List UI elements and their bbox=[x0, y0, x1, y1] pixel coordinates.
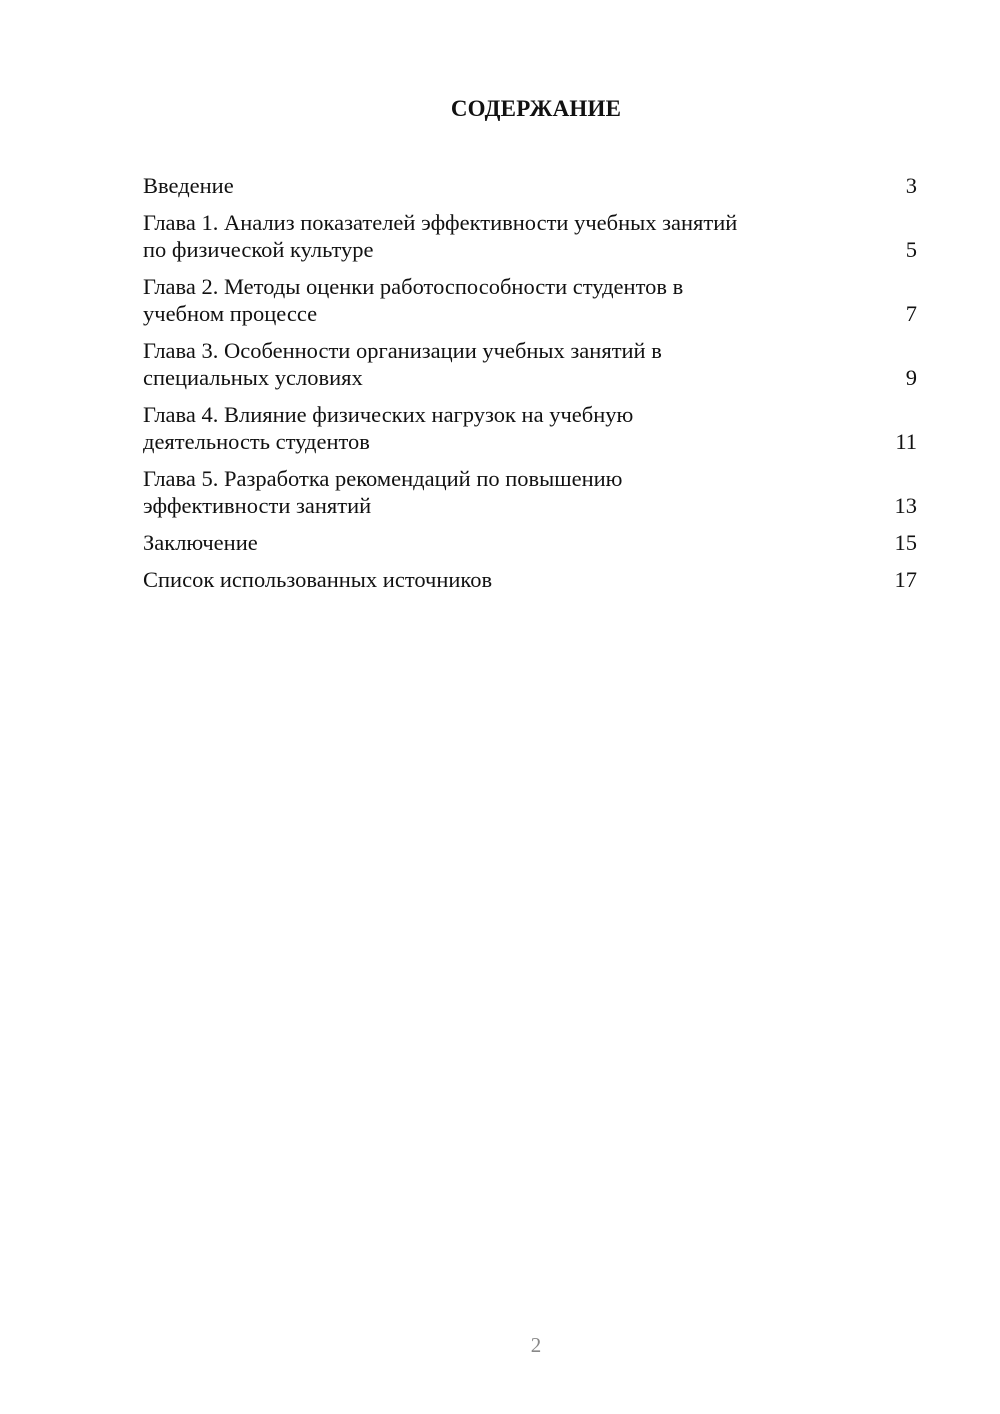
toc-entry-page: 7 bbox=[905, 301, 917, 326]
toc-entry-page: 11 bbox=[895, 429, 917, 454]
toc-entry-chapter-5 bbox=[143, 465, 920, 519]
toc-entry-chapter-3 bbox=[143, 337, 920, 391]
toc-entry-text: Введение bbox=[143, 173, 234, 198]
toc-entry-conclusion bbox=[143, 529, 920, 556]
toc-entry-page: 5 bbox=[905, 237, 917, 262]
page-number: 2 bbox=[530, 1333, 542, 1357]
toc-entry-text: Глава 5. Разработка рекомендаций по повышению эффективности занятий bbox=[143, 466, 623, 518]
toc-entry-text: Глава 4. Влияние физических нагрузок на учебную деятельность студентов bbox=[143, 402, 634, 454]
toc-entry-introduction bbox=[143, 172, 920, 199]
toc-entry-text: Список использованных источников bbox=[143, 567, 493, 592]
toc-entry-page: 9 bbox=[905, 365, 917, 390]
toc-list bbox=[143, 172, 920, 603]
toc-entry-text: Глава 1. Анализ показателей эффективности учебных занятий по физической культуре bbox=[143, 210, 738, 262]
toc-entry-chapter-1 bbox=[143, 209, 920, 263]
toc-heading: СОДЕРЖАНИЕ bbox=[450, 96, 622, 121]
toc-entry-text: Глава 3. Особенности организации учебных занятий в специальных условиях bbox=[143, 338, 662, 390]
toc-entry-page: 13 bbox=[894, 493, 917, 518]
toc-entry-text: Заключение bbox=[143, 530, 258, 555]
toc-entry-text: Глава 2. Методы оценки работоспособности студентов в учебном процессе bbox=[143, 274, 684, 326]
toc-entry-chapter-2 bbox=[143, 273, 920, 327]
toc-entry-page: 3 bbox=[905, 173, 917, 198]
toc-entry-page: 17 bbox=[894, 567, 917, 592]
toc-entry-chapter-4 bbox=[143, 401, 920, 455]
toc-entry-references bbox=[143, 566, 920, 593]
toc-entry-page: 15 bbox=[894, 530, 917, 555]
